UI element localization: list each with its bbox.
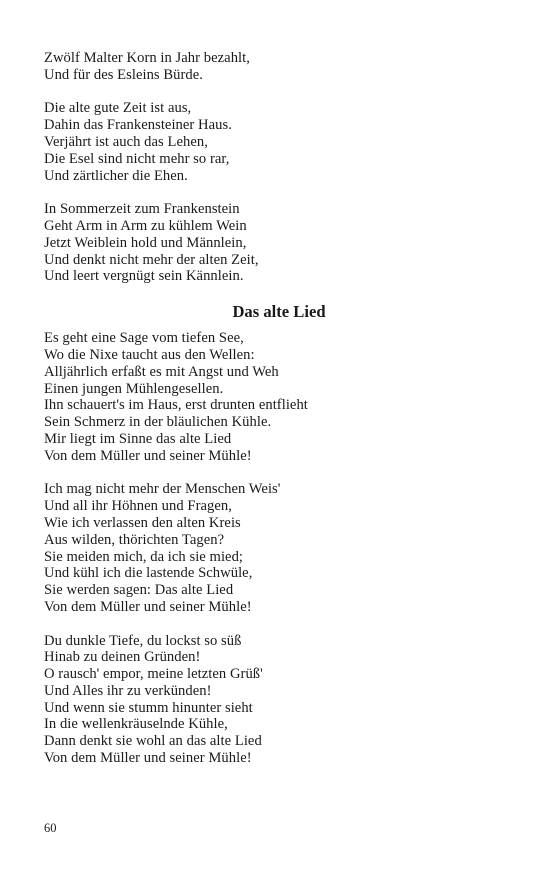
verse-line: Sein Schmerz in der bläulichen Kühle. bbox=[44, 414, 272, 431]
verse-line: Und leert vergnügt sein Kännlein. bbox=[44, 268, 244, 285]
verse-line: Es geht eine Sage vom tiefen See, bbox=[44, 330, 244, 347]
page-number: 60 bbox=[44, 821, 57, 835]
stanza-gap bbox=[44, 184, 504, 201]
verse-line: Mir liegt im Sinne das alte Lied bbox=[44, 430, 232, 447]
stanza bbox=[44, 100, 504, 184]
verse-line: Dahin das Frankensteiner Haus. bbox=[44, 117, 232, 134]
verse-line: Von dem Müller und seiner Mühle! bbox=[44, 447, 252, 464]
verse-line: Jetzt Weiblein hold und Männlein, bbox=[44, 234, 247, 251]
verse-line: Du dunkle Tiefe, du lockst so süß bbox=[44, 632, 242, 649]
stanza bbox=[44, 201, 504, 285]
verse-line: Und all ihr Höhnen und Fragen, bbox=[44, 498, 232, 515]
verse-line: Aus wilden, thörichten Tagen? bbox=[44, 531, 225, 548]
stanza bbox=[44, 330, 504, 464]
verse-line: Verjährt ist auch das Lehen, bbox=[44, 133, 208, 150]
verse-line: Und zärtlicher die Ehen. bbox=[44, 167, 188, 184]
verse-line: Die alte gute Zeit ist aus, bbox=[44, 100, 192, 117]
verse-line: Geht Arm in Arm zu kühlem Wein bbox=[44, 217, 247, 234]
verse-line: Und für des Esleins Bürde. bbox=[44, 66, 203, 83]
verse-line: Von dem Müller und seiner Mühle! bbox=[44, 750, 252, 767]
poem-title: Das alte Lied bbox=[232, 302, 326, 322]
verse-line: Ich mag nicht mehr der Menschen Weis' bbox=[44, 481, 281, 498]
verse-line: In die wellenkräuselnde Kühle, bbox=[44, 716, 228, 733]
verse-line: Wo die Nixe taucht aus den Wellen: bbox=[44, 346, 255, 363]
verse-line: O rausch' empor, meine letzten Grüß' bbox=[44, 666, 263, 683]
verse-line: Sie werden sagen: Das alte Lied bbox=[44, 582, 234, 599]
verse-line: Die Esel sind nicht mehr so rar, bbox=[44, 150, 230, 167]
text-block bbox=[44, 50, 504, 767]
verse-line: Sie meiden mich, da ich sie mied; bbox=[44, 548, 244, 565]
stanza-gap bbox=[44, 84, 504, 101]
verse-line: Und denkt nicht mehr der alten Zeit, bbox=[44, 251, 259, 268]
verse-line: Und kühl ich die lastende Schwüle, bbox=[44, 565, 253, 582]
verse-line: Einen jungen Mühlengesellen. bbox=[44, 380, 224, 397]
verse-line: Hinab zu deinen Gründen! bbox=[44, 649, 201, 666]
poem-das-alte-lied bbox=[44, 330, 504, 767]
stanza bbox=[44, 633, 504, 767]
stanza bbox=[44, 481, 504, 615]
stanza-gap bbox=[44, 465, 504, 482]
verse-line: Wie ich verlassen den alten Kreis bbox=[44, 514, 241, 531]
poem-continuation bbox=[44, 50, 504, 285]
stanza bbox=[44, 50, 504, 84]
stanza-gap bbox=[44, 616, 504, 633]
verse-line: Ihn schauert's im Haus, erst drunten entflieht bbox=[44, 397, 308, 414]
verse-line: In Sommerzeit zum Frankenstein bbox=[44, 201, 240, 218]
verse-line: Und wenn sie stumm hinunter sieht bbox=[44, 699, 253, 716]
verse-line: Und Alles ihr zu verkünden! bbox=[44, 682, 212, 699]
verse-line: Zwölf Malter Korn in Jahr bezahlt, bbox=[44, 50, 250, 66]
verse-line: Dann denkt sie wohl an das alte Lied bbox=[44, 733, 262, 750]
verse-line: Von dem Müller und seiner Mühle! bbox=[44, 598, 252, 615]
verse-line: Alljährlich erfaßt es mit Angst und Weh bbox=[44, 363, 279, 380]
